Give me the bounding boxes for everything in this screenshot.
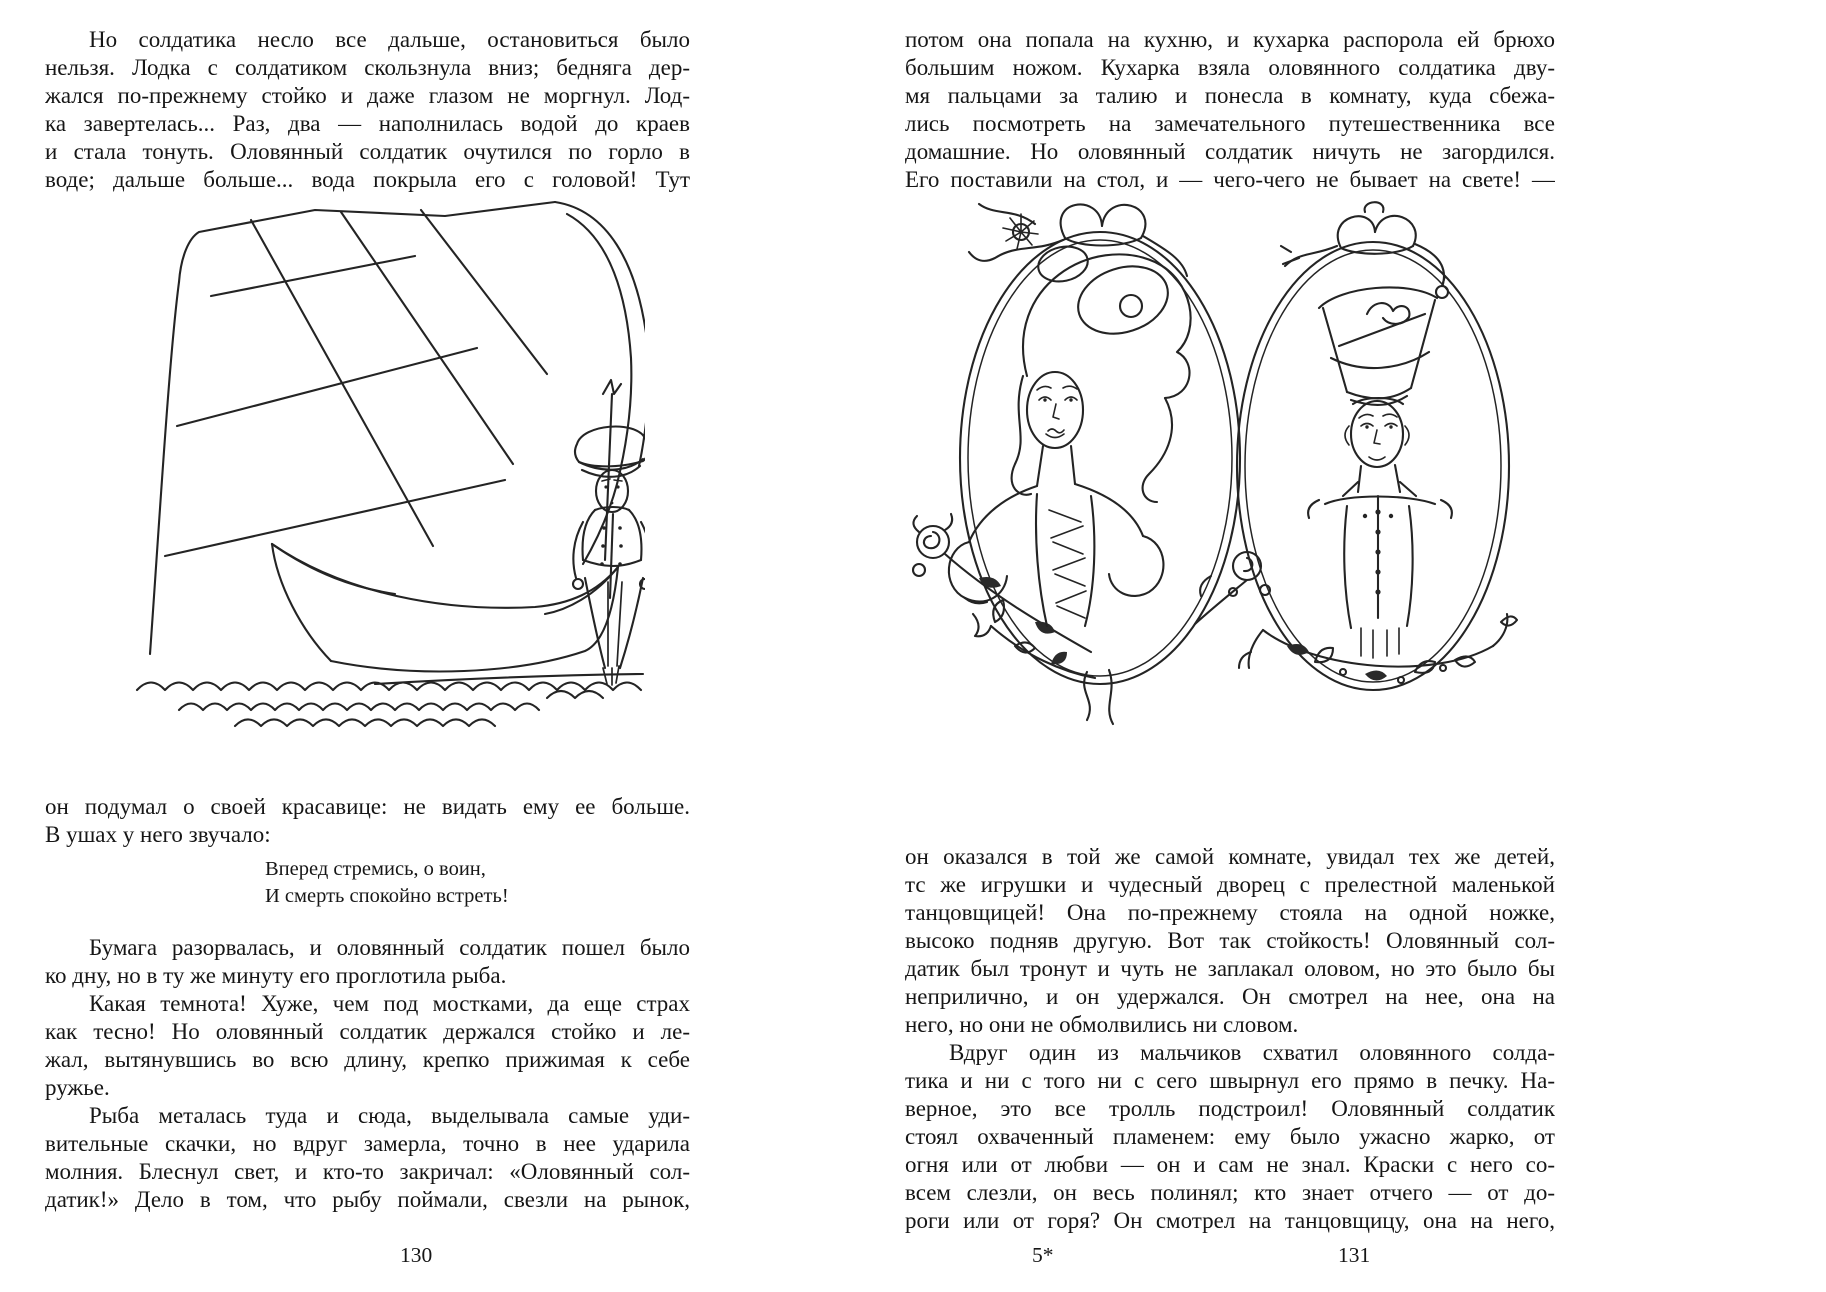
text-line: Бумага разорвалась, и оловянный солдатик пошел было [89,935,690,960]
two-portraits-illustration [895,194,1567,728]
text-line: В ушах у него звучало: [45,822,271,847]
page-131 [905,26,1555,194]
page-130 [45,26,690,194]
text-line: Какая темнота! Хуже, чем под мостками, да еще страх [89,991,690,1016]
text-line: ка завертелась... Раз, два — наполнилась водой до краев [45,111,690,136]
verse [45,856,690,910]
text-line: мя пальцами за талию и понесла в комнату, куда сбежа- [905,83,1555,108]
text-line: молния. Блеснул свет, и кто-то закричал: «Оловянный сол- [45,1159,690,1184]
text-line: тика и ни с того ни с сего швырнул его прямо в печку. На- [905,1068,1555,1093]
text-line: неприлично, и он удержался. Он смотрел на нее, она на [905,984,1555,1009]
verse-line: Вперед стремись, о воин, [265,858,486,880]
text-line: ружье. [45,1075,110,1100]
text-line: как тесно! Но оловянный солдатик держался стойко и ле- [45,1019,690,1044]
page-number: 131 [1338,1243,1371,1267]
text-line: он подумал о своей красавице: не видать ему ее больше. [45,794,690,819]
text-line: Но солдатика несло все дальше, остановиться было [89,27,690,52]
page-130-text [45,793,690,849]
text-line: верное, это все тролль подстроил! Оловянный солдатик [905,1096,1555,1121]
verse-line: И смерть спокойно встреть! [265,885,509,907]
text-line: потом она попала на кухню, и кухарка распорола ей брюхо [905,27,1555,52]
text-line: большим ножом. Кухарка взяла оловянного солдатика дву- [905,55,1555,80]
text-line: он оказался в той же самой комнате, увидал тех же детей, [905,844,1555,869]
text-line: огня или от любви — он и сам не знал. Краски с него со- [905,1152,1555,1177]
text-line: танцовщицей! Она по-прежнему стояла на одной ножке, [905,900,1555,925]
text-line: тс же игрушки и чудесный дворец с прелестной маленькой [905,872,1555,897]
text-line: и стала тонуть. Оловянный солдатик очутился по горло в [45,139,690,164]
text-line: вительные скачки, но вдруг замерла, точно в нее ударила [45,1131,690,1156]
page-130-text [45,934,690,1214]
text-line: Вдруг один из мальчиков схватил оловянного солда- [949,1040,1555,1065]
page-number: 130 [400,1243,433,1267]
text-line: высоко подняв другую. Вот так стойкость! Оловянный сол- [905,928,1555,953]
text-line: жал, вытянувшись во всю длину, крепко прижимая к себе [45,1047,690,1072]
text-line: стоял охваченный пламенем: ему было ужасно жарко, от [905,1124,1555,1149]
text-line: воде; дальше больше... вода покрыла его с головой! Тут [45,167,690,192]
text-line: жался по-прежнему стойко и даже глазом не моргнул. Лод- [45,83,690,108]
text-line: Рыба металась туда и сюда, выделывала самые уди- [89,1103,690,1128]
text-line: ко дну, но в ту же минуту его проглотила рыба. [45,963,507,988]
text-line: датик!» Дело в том, что рыбу поймали, свезли на рынок, [45,1187,690,1212]
text-line: всем слезли, он весь полинял; кто знает отчего — от до- [905,1180,1555,1205]
text-line: роги или от горя? Он смотрел на танцовщицу, она на него, [905,1208,1555,1233]
signature-mark: 5* [1032,1243,1054,1267]
page-131-text [905,843,1555,1235]
text-line: лись посмотреть на замечательного путешественника все [905,111,1555,136]
text-line: нельзя. Лодка с солдатиком скользнула вниз; бедняга дер- [45,55,690,80]
tin-soldier-boat-illustration [115,198,645,786]
text-line: домашние. Но оловянный солдатик ничуть не загордился. [905,139,1555,164]
text-line: него, но они не обмолвились ни словом. [905,1012,1299,1037]
text-line: датик был тронут и чуть не заплакал оловом, но это было бы [905,956,1555,981]
text-line: Его поставили на стол, и — чего-чего не бывает на свете! — [905,167,1555,192]
